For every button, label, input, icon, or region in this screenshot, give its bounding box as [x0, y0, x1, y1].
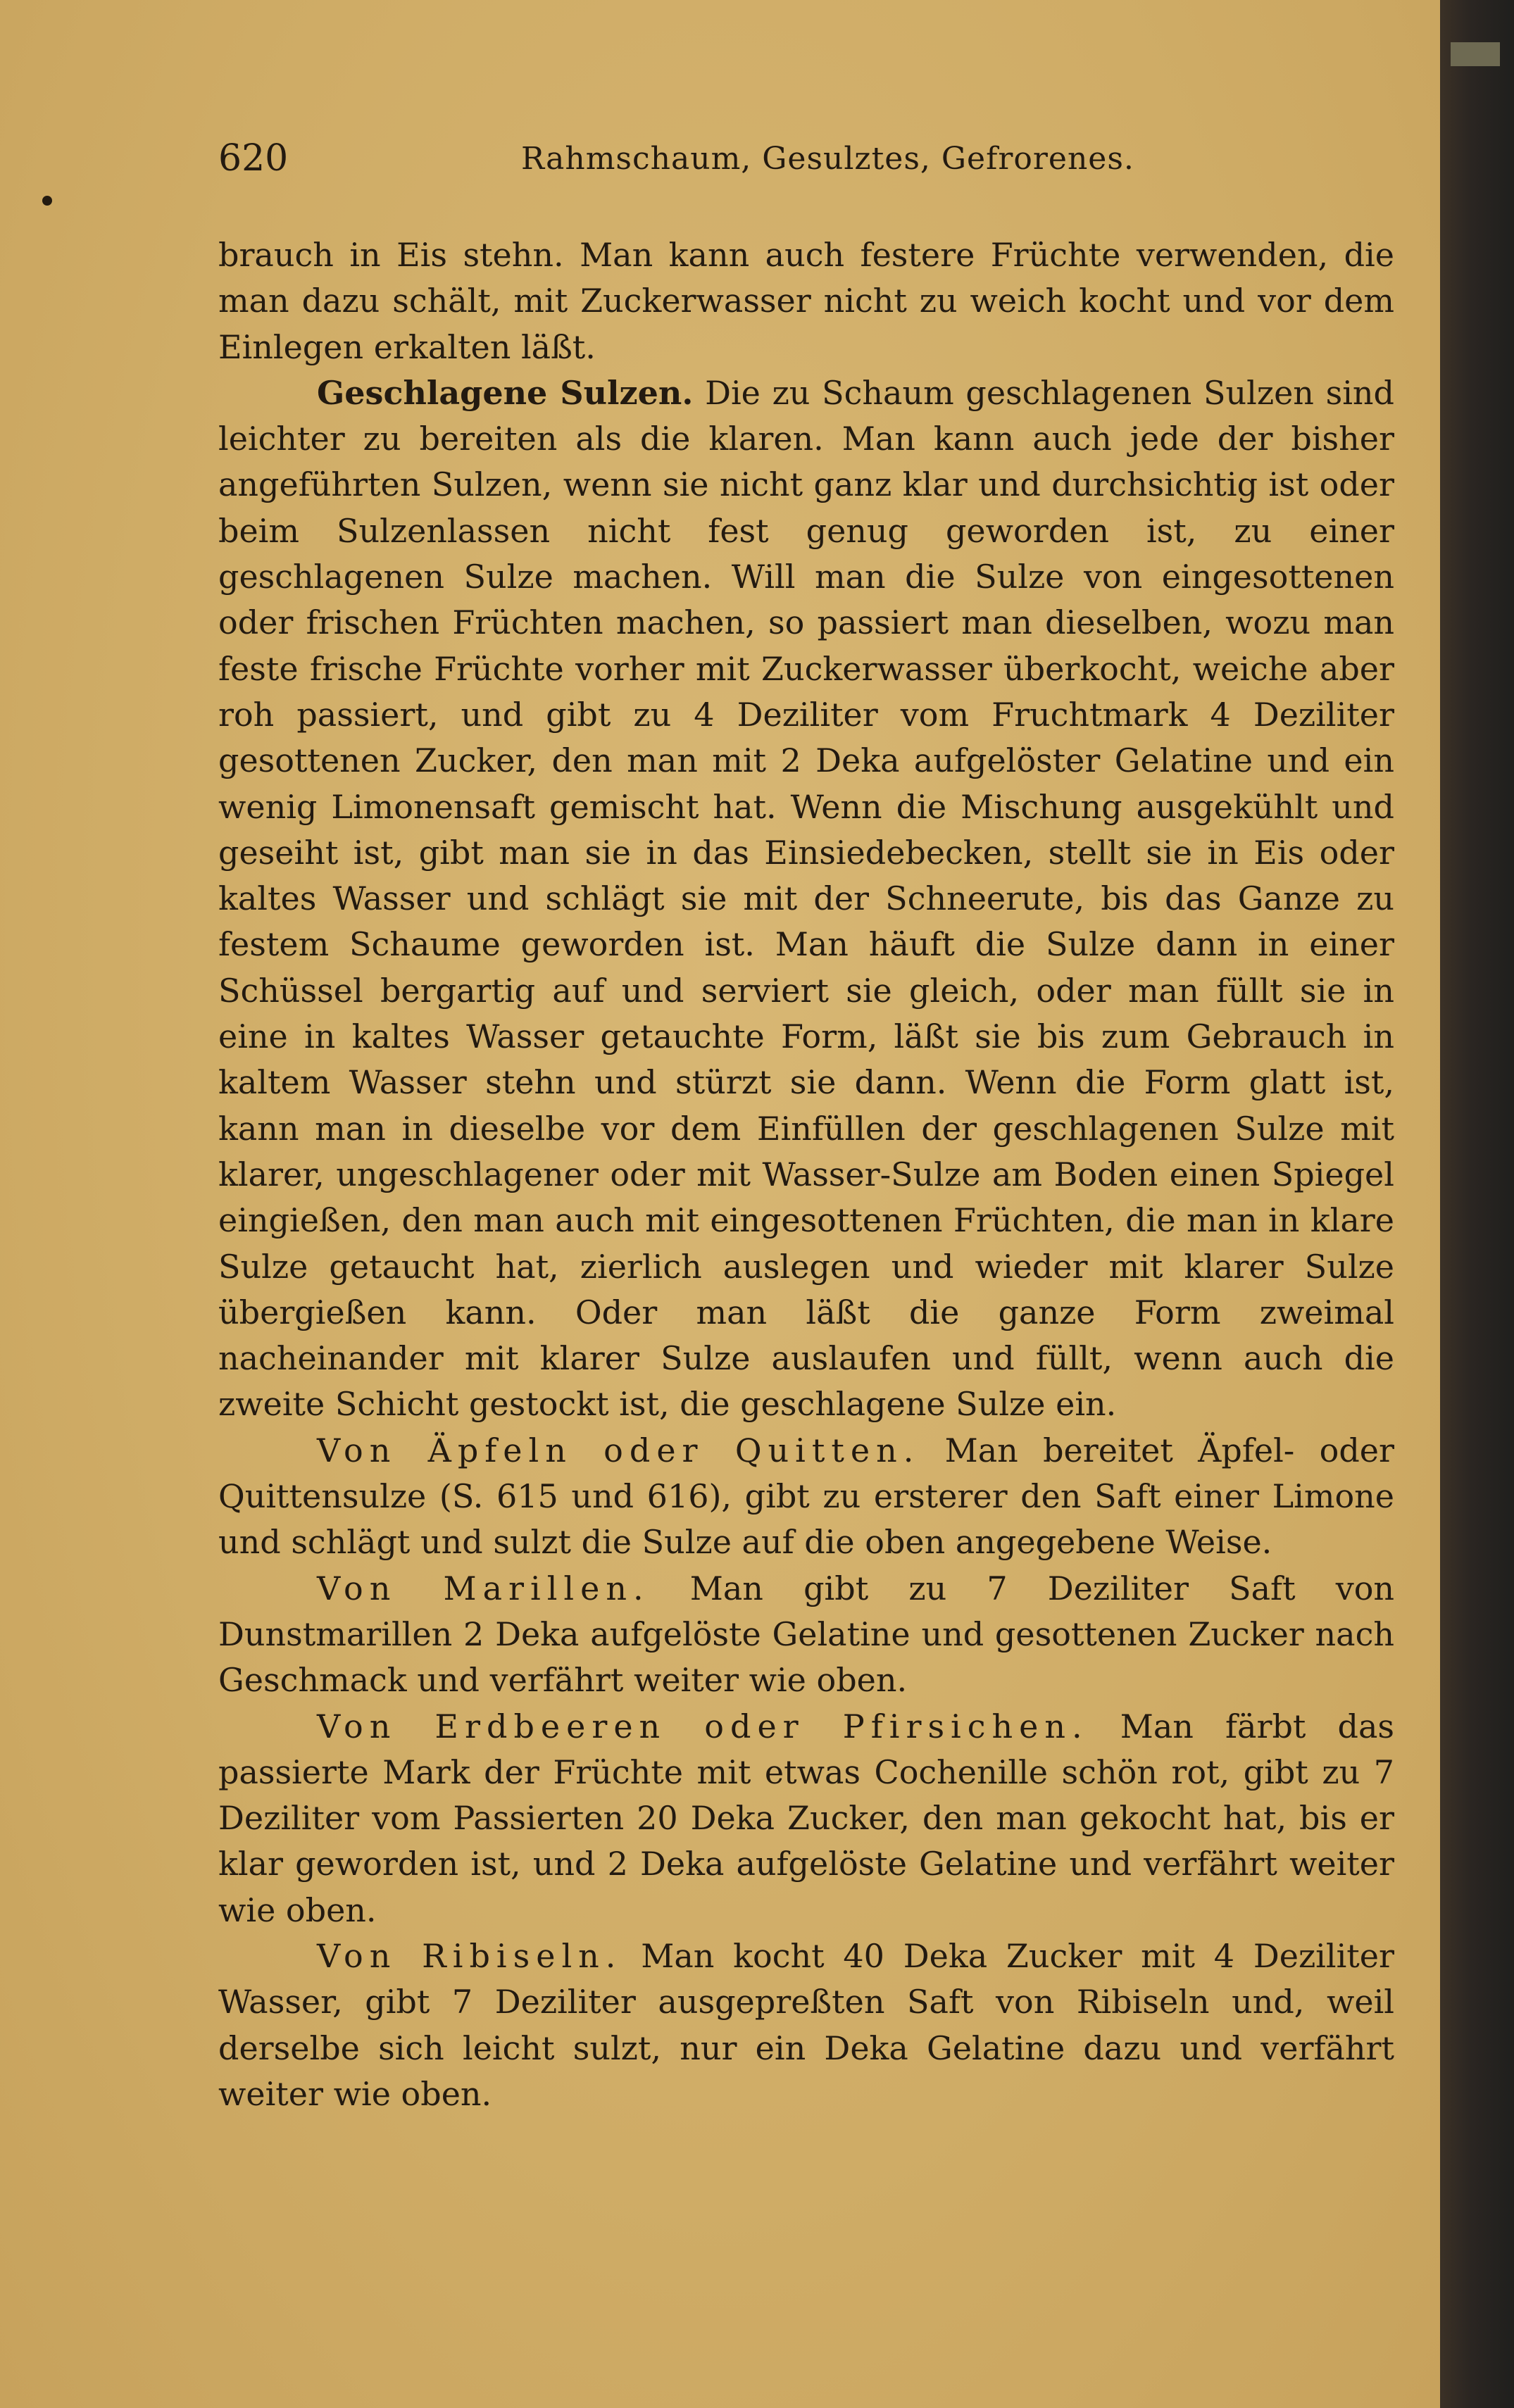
page-header [218, 127, 1394, 190]
running-title: Rahmschaum, Gesulztes, Gefrorenes. [521, 141, 1134, 177]
subsection-heading: Von Erdbeeren oder Pfirsichen. [317, 1707, 1089, 1745]
paragraph-marillen [218, 1566, 1394, 1704]
subsection-heading: Von Äpfeln oder Quitten. [317, 1431, 920, 1469]
paragraph-text: Die zu Schaum geschlagenen Sulzen sind leichter zu bereiten als die klaren. Man kann auch jede der bisher angeführten Sulzen, wenn sie nicht ganz klar und durchsichtig ist oder beim Sulzenlassen nicht fest genug geworden ist, zu einer geschlagenen Sulze machen. Will man die Sulze von eingesottenen oder frischen Früchten machen, so passiert man dieselben, wozu man feste frische Früchte vorher mit Zuckerwasser überkocht, weiche aber roh passiert, und gibt zu 4 Deziliter vom Fruchtmark 4 Deziliter gesottenen Zucker, den man mit 2 Deka aufgelöster Gelatine und ein wenig Limonensaft gemischt hat. Wenn die Mischung ausgekühlt und geseiht ist, gibt man sie in das Einsiedebecken, stellt sie in Eis oder kaltes Wasser und schlägt sie mit der Schneerute, bis das Ganze zu festem Schaume geworden ist. Man häuft die Sulze dann in einer Schüssel bergartig auf und serviert sie gleich, oder man füllt sie in eine in kaltes Wasser getauchte Form, läßt sie bis zum Gebrauch in kaltem Wasser stehn und stürzt sie dann. Wenn die Form glatt ist, kann man in dieselbe vor dem Einfüllen der geschlagenen Sulze mit klarer, ungeschlagener oder mit Wasser-Sulze am Boden einen Spiegel eingießen, den man auch mit eingesottenen Früchten, die man in klare Sulze getaucht hat, zierlich auslegen und wieder mit klarer Sulze übergießen kann. Oder man läßt die ganze Form zweimal nacheinander mit klarer Sulze auslaufen und füllt, wenn auch die zweite Schicht gestockt ist, die geschlagene Sulze ein. [218, 373, 1394, 1424]
paragraph-text: Man kocht 40 Deka Zucker mit 4 Deziliter Wasser, gibt 7 Deziliter ausgepreßten Saft von Ribiseln und, weil derselbe sich leicht sulzt, nur ein Deka Gelatine dazu und verfährt weiter wie oben. [218, 1936, 1395, 2113]
print-dot [42, 196, 52, 206]
section-heading: Geschlagene Sulzen. [317, 373, 694, 412]
body-text [218, 232, 1394, 2117]
paragraph-aepfel-quitten [218, 1428, 1394, 1566]
page-number: 620 [218, 137, 289, 180]
page-content [218, 127, 1394, 2117]
subsection-heading: Von Ribiseln. [317, 1936, 623, 1975]
gutter-mark [1451, 42, 1500, 66]
paragraph-ribiseln [218, 1933, 1394, 2117]
subsection-heading: Von Marillen. [317, 1569, 650, 1607]
paragraph-geschlagene-sulzen [218, 370, 1394, 1428]
paragraph-continuation [218, 232, 1394, 370]
paragraph-text: Man färbt das passierte Mark der Früchte mit etwas Cochenille schön rot, gibt zu 7 Deziliter vom Passierten 20 Deka Zucker, den man gekocht hat, bis er klar geworden ist, und 2 Deka aufgelöste Gelatine und verfährt weiter wie oben. [218, 1707, 1395, 1929]
paragraph-text: brauch in Eis stehn. Man kann auch festere Früchte verwenden, die man dazu schält, mit Zuckerwasser nicht zu weich kocht und vor dem Einlegen erkalten läßt. [218, 236, 1394, 366]
paragraph-erdbeeren-pfirsiche [218, 1704, 1394, 1933]
paragraph-text: Man gibt zu 7 Deziliter Saft von Dunstmarillen 2 Deka aufgelöste Gelatine und gesottenen Zucker nach Geschmack und verfährt weiter wie oben. [218, 1569, 1395, 1700]
paragraph-text: Man bereitet Äpfel- oder Quittensulze (S. 615 und 616), gibt zu ersterer den Saft einer Limone und schlägt und sulzt die Sulze auf die oben angegebene Weise. [218, 1431, 1395, 1562]
book-gutter [1440, 0, 1514, 2408]
